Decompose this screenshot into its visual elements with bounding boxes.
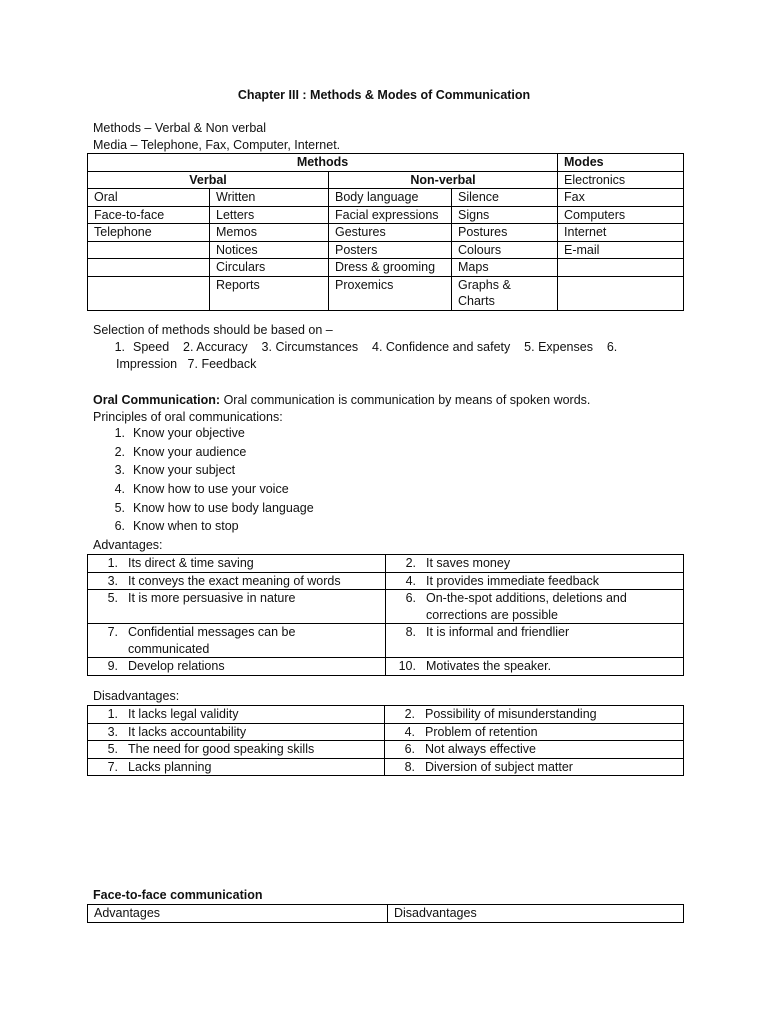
table-cell: Notices	[210, 241, 329, 259]
selection-criteria-line: Speed 2. Accuracy 3. Circumstances 4. Confidence and safety 5. Expenses 6.	[133, 340, 618, 354]
table-row	[88, 741, 684, 759]
list-number: 2.	[114, 444, 125, 459]
table-cell: Letters	[210, 206, 329, 224]
list-number: 8.	[404, 759, 415, 774]
list-number: 3.	[107, 724, 118, 739]
numbered-item	[94, 624, 379, 657]
list-item	[93, 498, 493, 517]
selection-heading: Selection of methods should be based on –	[93, 323, 333, 337]
table-cell	[88, 758, 385, 776]
table-row	[88, 758, 684, 776]
table-cell: Telephone	[88, 224, 210, 242]
list-number: 2.	[404, 707, 415, 721]
numbered-item	[94, 590, 379, 607]
list-text: It is informal and friendlier	[426, 625, 570, 639]
list-number: 2.	[405, 556, 416, 570]
numbered-item	[94, 658, 379, 675]
table-cell	[88, 241, 210, 259]
table-cell	[88, 624, 386, 658]
list-text: Know your audience	[133, 444, 247, 459]
table-cell	[88, 572, 386, 590]
table-row	[88, 259, 684, 277]
modes-header: Modes	[558, 154, 684, 172]
list-number: 1.	[107, 707, 118, 721]
table-cell: Body language	[329, 189, 452, 207]
list-text: Know how to use body language	[133, 500, 314, 515]
table-row	[88, 224, 684, 242]
numbered-item	[392, 555, 677, 572]
media-line: Media – Telephone, Fax, Computer, Internet.	[93, 138, 341, 152]
table-cell	[88, 276, 210, 310]
list-number: 3.	[114, 463, 125, 478]
list-text: Know how to use your voice	[133, 482, 289, 497]
list-number: 6.	[405, 591, 416, 605]
list-text: It is more persuasive in nature	[128, 591, 296, 605]
table-row	[88, 189, 684, 207]
advantages-column-header: Advantages	[88, 905, 388, 923]
table-cell: Colours	[452, 241, 558, 259]
table-cell	[558, 259, 684, 277]
list-number: 6.	[114, 519, 125, 534]
table-cell	[88, 723, 385, 741]
list-text: Diversion of subject matter	[425, 759, 573, 774]
table-row	[88, 723, 684, 741]
table-cell: Dress & grooming	[329, 259, 452, 277]
page-title: Chapter III : Methods & Modes of Communication	[237, 88, 531, 102]
table-cell: Computers	[558, 206, 684, 224]
table-row	[88, 241, 684, 259]
numbered-item	[392, 590, 677, 623]
table-cell	[385, 758, 684, 776]
table-cell	[88, 706, 385, 724]
list-number: 7.	[107, 625, 118, 639]
disadvantages-column-header: Disadvantages	[388, 905, 684, 923]
list-number: 5.	[107, 591, 118, 605]
numbered-item	[391, 724, 677, 741]
table-subheader-row	[88, 171, 684, 189]
disadvantages-table	[87, 705, 684, 776]
table-cell	[558, 276, 684, 310]
list-item	[93, 339, 693, 356]
list-number: 1.	[114, 426, 125, 441]
list-item	[93, 443, 493, 462]
list-text: Know your subject	[133, 463, 236, 478]
table-cell: Reports	[210, 276, 329, 310]
numbered-item	[94, 759, 378, 776]
table-cell: Memos	[210, 224, 329, 242]
face-to-face-table	[87, 904, 684, 923]
table-row	[88, 590, 684, 624]
list-number: 7.	[107, 759, 118, 774]
disadvantages-heading: Disadvantages:	[93, 689, 180, 703]
list-text: Its direct & time saving	[128, 556, 254, 570]
table-cell	[88, 555, 386, 573]
table-cell: Facial expressions	[329, 206, 452, 224]
list-text: It lacks legal validity	[128, 707, 239, 721]
list-text: Problem of retention	[425, 724, 538, 739]
numbered-item	[392, 573, 677, 590]
list-text: It lacks accountability	[128, 724, 247, 739]
table-cell: Fax	[558, 189, 684, 207]
table-cell	[385, 723, 684, 741]
table-cell	[386, 590, 684, 624]
table-row	[88, 658, 684, 676]
table-cell: Graphs & Charts	[452, 276, 558, 310]
list-item	[93, 424, 493, 443]
numbered-item	[391, 706, 677, 723]
list-number: 3.	[107, 573, 118, 588]
table-row	[88, 706, 684, 724]
table-cell	[88, 590, 386, 624]
numbered-item	[94, 555, 379, 572]
methods-header: Methods	[88, 154, 558, 172]
methods-modes-table	[87, 153, 684, 311]
list-number: 10.	[398, 659, 416, 673]
numbered-item	[392, 624, 677, 641]
numbered-item	[94, 573, 379, 590]
nonverbal-header: Non-verbal	[329, 171, 558, 189]
table-cell	[386, 658, 684, 676]
table-header-row	[88, 154, 684, 172]
list-text: It saves money	[426, 556, 511, 570]
list-number: 5.	[107, 742, 118, 756]
advantages-heading: Advantages:	[93, 538, 163, 552]
table-cell: Written	[210, 189, 329, 207]
table-cell: Oral	[88, 189, 210, 207]
numbered-item	[391, 759, 677, 776]
numbered-item	[94, 741, 378, 758]
list-text: Possibility of misunderstanding	[425, 707, 597, 721]
list-text: The need for good speaking skills	[128, 742, 315, 756]
list-number: 1.	[114, 340, 125, 354]
table-cell: Face-to-face	[88, 206, 210, 224]
list-text: It conveys the exact meaning of words	[128, 573, 341, 588]
numbered-item	[392, 658, 677, 675]
list-text: Lacks planning	[128, 759, 212, 774]
table-cell: Gestures	[329, 224, 452, 242]
list-item	[93, 461, 493, 480]
oral-definition-text: Oral communication is communication by means of spoken words.	[220, 393, 591, 407]
table-cell	[385, 706, 684, 724]
principles-heading: Principles of oral communications:	[93, 410, 283, 424]
selection-criteria-continuation: Impression 7. Feedback	[116, 357, 257, 371]
list-text: Not always effective	[425, 742, 536, 756]
list-number: 5.	[114, 500, 125, 515]
list-text: Confidential messages can be communicated	[128, 625, 296, 656]
oral-label: Oral Communication:	[93, 393, 221, 407]
table-row	[88, 555, 684, 573]
oral-definition	[93, 392, 590, 409]
list-text: Know when to stop	[133, 519, 239, 534]
table-cell	[386, 555, 684, 573]
list-number: 8.	[405, 625, 416, 639]
table-header-row	[88, 905, 684, 923]
list-item	[93, 517, 493, 536]
methods-line: Methods – Verbal & Non verbal	[93, 121, 267, 135]
table-cell: Signs	[452, 206, 558, 224]
advantages-table	[87, 554, 684, 676]
list-number: 9.	[107, 659, 118, 673]
table-cell: Internet	[558, 224, 684, 242]
numbered-item	[391, 741, 677, 758]
table-cell	[385, 741, 684, 759]
table-cell	[386, 572, 684, 590]
table-row	[88, 276, 684, 310]
verbal-header: Verbal	[88, 171, 329, 189]
table-cell: Posters	[329, 241, 452, 259]
list-text: It provides immediate feedback	[426, 573, 600, 588]
table-cell	[88, 741, 385, 759]
table-cell: Maps	[452, 259, 558, 277]
table-row	[88, 206, 684, 224]
table-cell	[88, 259, 210, 277]
numbered-item	[94, 724, 378, 741]
list-text: Develop relations	[128, 659, 225, 673]
list-number: 6.	[404, 742, 415, 756]
numbered-item	[94, 706, 378, 723]
selection-list	[93, 339, 693, 373]
list-text: On-the-spot additions, deletions and corrections are possible	[426, 591, 627, 622]
list-number: 4.	[405, 573, 416, 588]
list-number: 4.	[404, 724, 415, 739]
table-row	[88, 624, 684, 658]
principles-list	[93, 424, 493, 536]
table-cell: E-mail	[558, 241, 684, 259]
table-row	[88, 572, 684, 590]
list-number: 1.	[107, 556, 118, 570]
list-text: Know your objective	[133, 426, 245, 441]
table-cell: Proxemics	[329, 276, 452, 310]
list-text: Motivates the speaker.	[426, 659, 552, 673]
table-cell: Postures	[452, 224, 558, 242]
table-cell: Silence	[452, 189, 558, 207]
mode-electronics: Electronics	[558, 171, 684, 189]
table-cell	[88, 658, 386, 676]
list-item	[93, 480, 493, 499]
table-cell: Circulars	[210, 259, 329, 277]
list-number: 4.	[114, 482, 125, 497]
face-to-face-heading: Face-to-face communication	[93, 888, 263, 902]
table-cell	[386, 624, 684, 658]
